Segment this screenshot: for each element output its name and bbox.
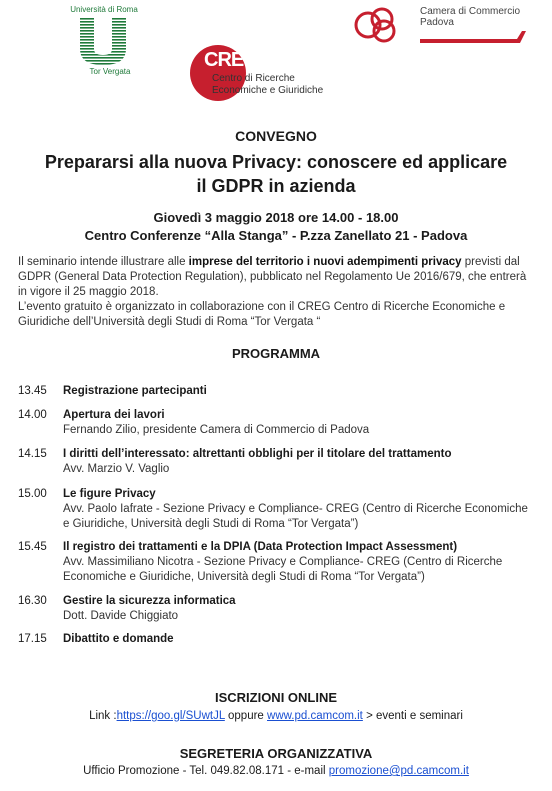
program-item xyxy=(18,632,538,648)
program-time: 14.15 xyxy=(18,448,47,460)
program-title: Dibattito e domande xyxy=(63,633,174,645)
event-type: CONVEGNO xyxy=(235,128,317,144)
iscrizioni-links xyxy=(0,710,552,722)
program-time: 15.45 xyxy=(18,541,47,553)
program-title: Apertura dei lavori xyxy=(63,409,165,421)
event-date: Giovedì 3 maggio 2018 ore 14.00 - 18.00 xyxy=(153,210,399,225)
program-time: 16.30 xyxy=(18,595,47,607)
event-title-line1: Prepararsi alla nuova Privacy: conoscere ed applicare xyxy=(44,152,508,172)
program-speaker: Avv. Marzio V. Vaglio xyxy=(63,463,170,475)
creg-logo xyxy=(190,45,325,105)
event-place: Centro Conferenze “Alla Stanga” - P.zza Zanellato 21 - Padova xyxy=(84,228,468,243)
program-title: Gestire la sicurezza informatica xyxy=(63,595,236,607)
camera-logo-line2: Padova xyxy=(420,17,454,28)
program-speaker: Avv. Massimiliano Nicotra - Sezione Privacy e Compliance- CREG (Centro di Ricerche Economiche e Giuridiche, Università degli Studi di Roma “Tor Vergata”) xyxy=(63,556,503,583)
program-time: 13.45 xyxy=(18,385,47,397)
intro-paragraph-1 xyxy=(18,255,538,300)
event-title-line2: il GDPR in azienda xyxy=(196,176,356,196)
program-time: 14.00 xyxy=(18,409,47,421)
intro-paragraph-2: L’evento gratuito è organizzato in collaborazione con il CREG Centro di Ricerche Economiche e Giuridiche dell’Università degli Studi di Roma “Tor Vergata “ xyxy=(18,301,506,328)
university-logo xyxy=(70,5,138,77)
link-suffix: > eventi e seminari xyxy=(362,710,463,722)
creg-logo-word: CREG xyxy=(204,49,258,71)
program-item xyxy=(18,384,538,400)
program-speaker: Dott. Davide Chiggiato xyxy=(63,610,179,622)
program-item xyxy=(18,540,538,586)
creg-logo-line2: Economiche e Giuridiche xyxy=(212,85,324,96)
university-logo-bottom-text: Tor Vergata xyxy=(89,67,131,76)
program-speaker: Fernando Zilio, presidente Camera di Commercio di Padova xyxy=(63,424,370,436)
intro-p1-bold: imprese del territorio i nuovi adempimenti privacy xyxy=(188,256,462,268)
registration-link[interactable]: https://goo.gl/SUwtJL xyxy=(116,710,225,722)
segreteria-heading: SEGRETERIA ORGANIZZATIVA xyxy=(179,746,373,761)
link-middle: oppure xyxy=(224,710,268,722)
programma-heading: PROGRAMMA xyxy=(231,346,321,361)
camera-swoosh-icon xyxy=(420,29,528,45)
program-time: 17.15 xyxy=(18,633,47,645)
camera-commercio-logo xyxy=(348,5,528,47)
program-title: Il registro dei trattamenti e la DPIA (Data Protection Impact Assessment) xyxy=(63,541,458,553)
university-logo-top-text: Università di Roma xyxy=(70,5,138,14)
intro-p1-b: previsti dal GDPR (General Data Protection Regulation), pubblicato nel Regolamento Ue 2016/679, che entrerà in vigore il 25 maggio 2018. xyxy=(18,256,527,298)
program-speaker: Avv. Paolo Iafrate - Sezione Privacy e Compliance- CREG (Centro di Ricerche Economiche e Giuridiche, Università degli Studi di Roma “Tor Vergata”) xyxy=(63,503,528,530)
intro-p1-a: Il seminario intende illustrare alle xyxy=(18,256,189,268)
program-title: Registrazione partecipanti xyxy=(63,385,207,397)
segreteria-contact xyxy=(0,765,552,777)
program-title: Le figure Privacy xyxy=(63,488,156,500)
program-time: 15.00 xyxy=(18,488,47,500)
link-prefix: Link : xyxy=(89,710,117,722)
university-u-icon xyxy=(78,15,128,67)
camcom-website-link[interactable]: www.pd.camcom.it xyxy=(267,710,363,722)
creg-logo-line1: Centro di Ricerche xyxy=(212,73,295,84)
contact-text: Ufficio Promozione - Tel. 049.82.08.171 - e-mail xyxy=(83,765,329,777)
camera-logo-line1: Camera di Commercio xyxy=(420,6,521,17)
email-link[interactable]: promozione@pd.camcom.it xyxy=(328,765,469,777)
program-item xyxy=(18,487,538,533)
intro-text xyxy=(18,255,538,330)
program-item xyxy=(18,447,538,479)
program-item xyxy=(18,594,538,626)
camera-knot-icon xyxy=(348,5,412,45)
iscrizioni-heading: ISCRIZIONI ONLINE xyxy=(214,690,338,705)
program-item xyxy=(18,408,538,440)
program-title: I diritti dell’interessato: altrettanti obblighi per il titolare del trattamento xyxy=(63,448,452,460)
